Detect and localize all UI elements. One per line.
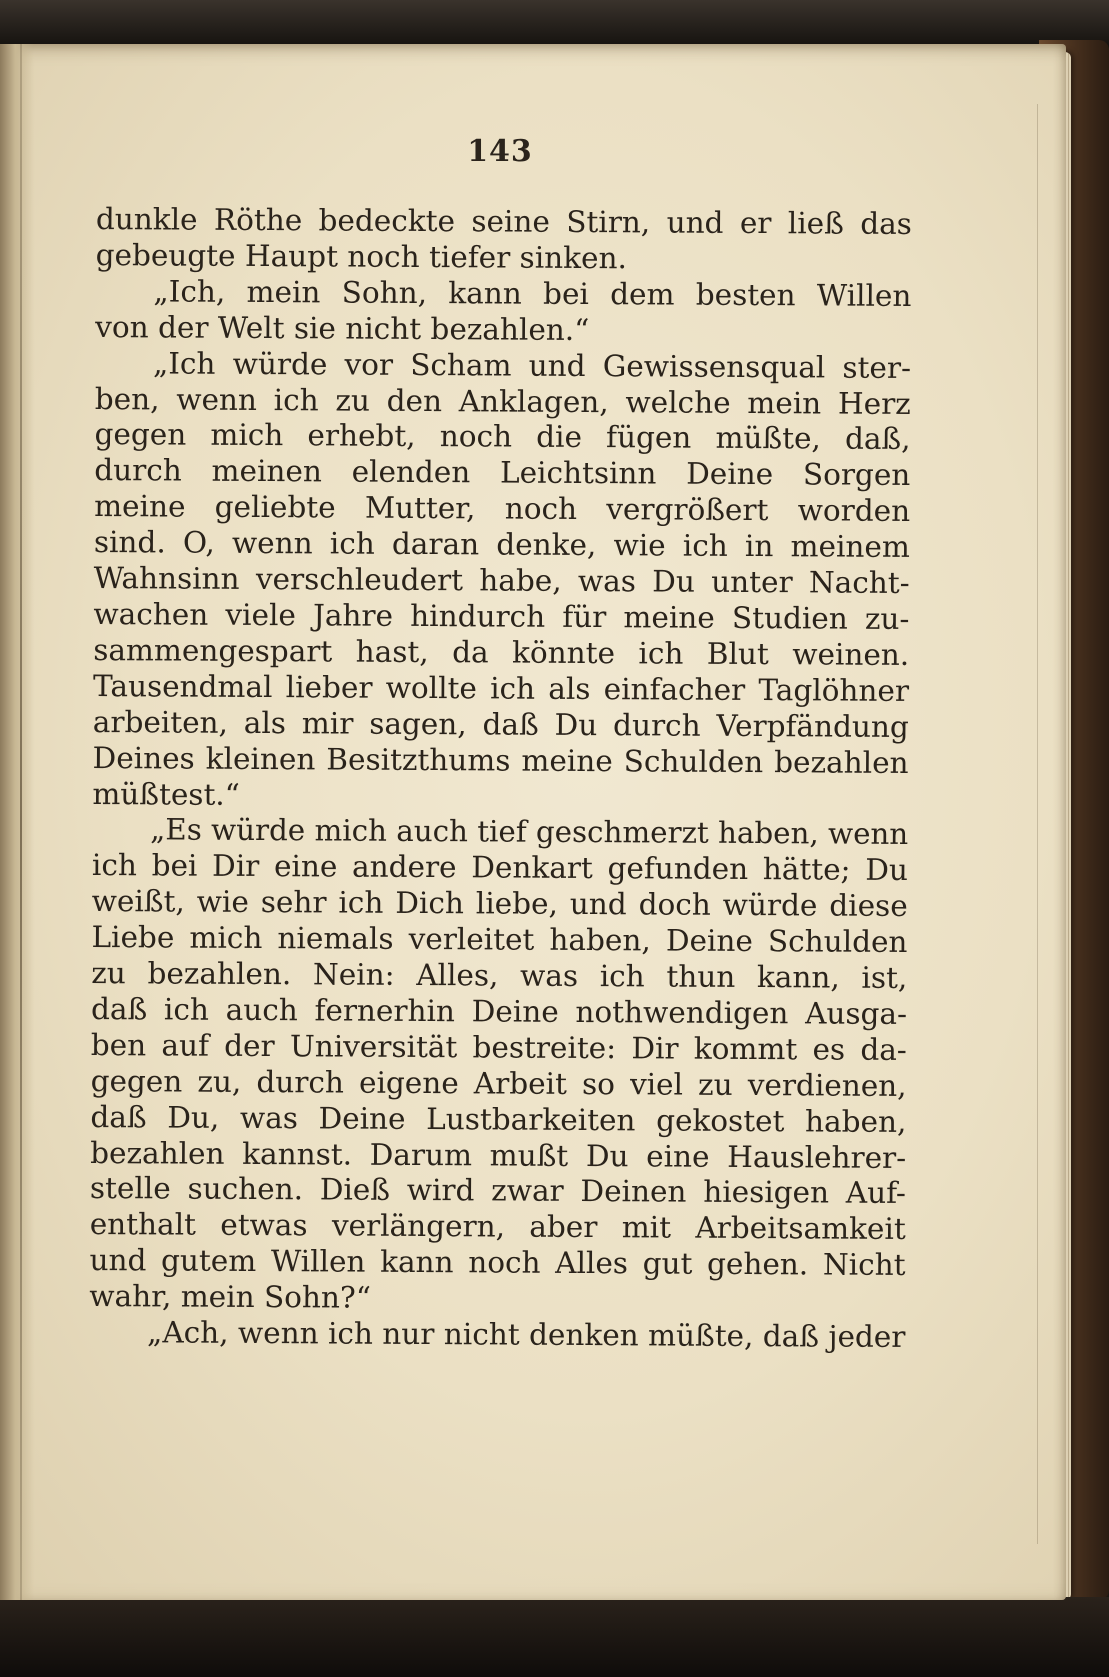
text-line: Liebe mich niemals verleitet haben, Deine Schulden [91, 920, 908, 960]
text-line: gegen mich erhebt, noch die fügen müßte, daß, [94, 417, 911, 457]
scan-bottom-border [0, 1597, 1109, 1677]
text-line: Deines kleinen Besitzthums meine Schulden bezahlen [92, 740, 909, 780]
text-line: „Ich, mein Sohn, kann bei dem besten Willen [153, 274, 912, 313]
text-line: sind. O, wenn ich daran denke, wie ich in meinem [93, 525, 911, 565]
book-page [0, 44, 1066, 1600]
text-line: sammengespart hast, da könnte ich Blut weinen. [93, 632, 910, 672]
text-line: arbeiten, als mir sagen, daß Du durch Verpfändung [92, 704, 909, 744]
text-line: und gutem Willen kann noch Alles gut gehen. Nicht [89, 1243, 906, 1283]
text-line: zu bezahlen. Nein: Alles, was ich thun kann, ist, [91, 956, 908, 996]
page-edge-shadow [1037, 104, 1038, 1544]
text-line: stelle suchen. Dieß wird zwar Deinen hiesigen Auf- [89, 1171, 907, 1211]
text-line: ben, wenn ich zu den Anklagen, welche mein Herz [94, 381, 911, 421]
scan-top-border [0, 0, 1109, 48]
text-line: „Es würde mich auch tief geschmerzt haben, wenn [150, 812, 909, 852]
text-line: weißt, wie sehr ich Dich liebe, und doch würde diese [91, 884, 908, 924]
text-line: bezahlen kannst. Darum mußt Du eine Hauslehrer- [90, 1135, 907, 1175]
text-line: enthalt etwas verlängern, aber mit Arbeitsamkeit [89, 1207, 906, 1247]
text-line: gebeugte Haupt noch tiefer sinken. [95, 237, 628, 276]
text-line: meine geliebte Mutter, noch vergrößert worden [94, 489, 911, 529]
text-line: „Ich würde vor Scham und Gewissensqual ster- [152, 345, 912, 385]
text-line: ben auf der Universität bestreite: Dir kommt es da- [90, 1027, 907, 1067]
text-line: müßtest.“ [92, 776, 240, 812]
page-number: 143 [467, 134, 533, 169]
text-line: daß ich auch fernerhin Deine nothwendigen Ausga- [90, 991, 908, 1031]
text-line: dunkle Röthe bedeckte seine Stirn, und er ließ das [95, 202, 912, 241]
text-line: wahr, mein Sohn?“ [89, 1279, 371, 1315]
text-line: durch meinen elenden Leichtsinn Deine Sorgen [94, 453, 911, 493]
text-line: ich bei Dir eine andere Denkart gefunden hätte; Du [91, 848, 909, 888]
body-text [89, 202, 912, 1356]
text-line: von der Welt sie nicht bezahlen.“ [95, 309, 590, 347]
text-line: Wahnsinn verschleudert habe, was Du unter Nacht- [93, 561, 910, 601]
text-line: „Ach, wenn ich nur nicht denken müßte, daß jeder [146, 1315, 906, 1355]
text-line: Tausendmal lieber wollte ich als einfacher Taglöhner [92, 668, 910, 708]
text-line: daß Du, was Deine Lustbarkeiten gekostet haben, [90, 1099, 907, 1139]
text-line: wachen viele Jahre hindurch für meine Studien zu- [93, 596, 910, 636]
gutter-fold [20, 44, 22, 1600]
text-line: gegen zu, durch eigene Arbeit so viel zu verdienen, [90, 1063, 907, 1103]
page-gutter [0, 44, 34, 1600]
